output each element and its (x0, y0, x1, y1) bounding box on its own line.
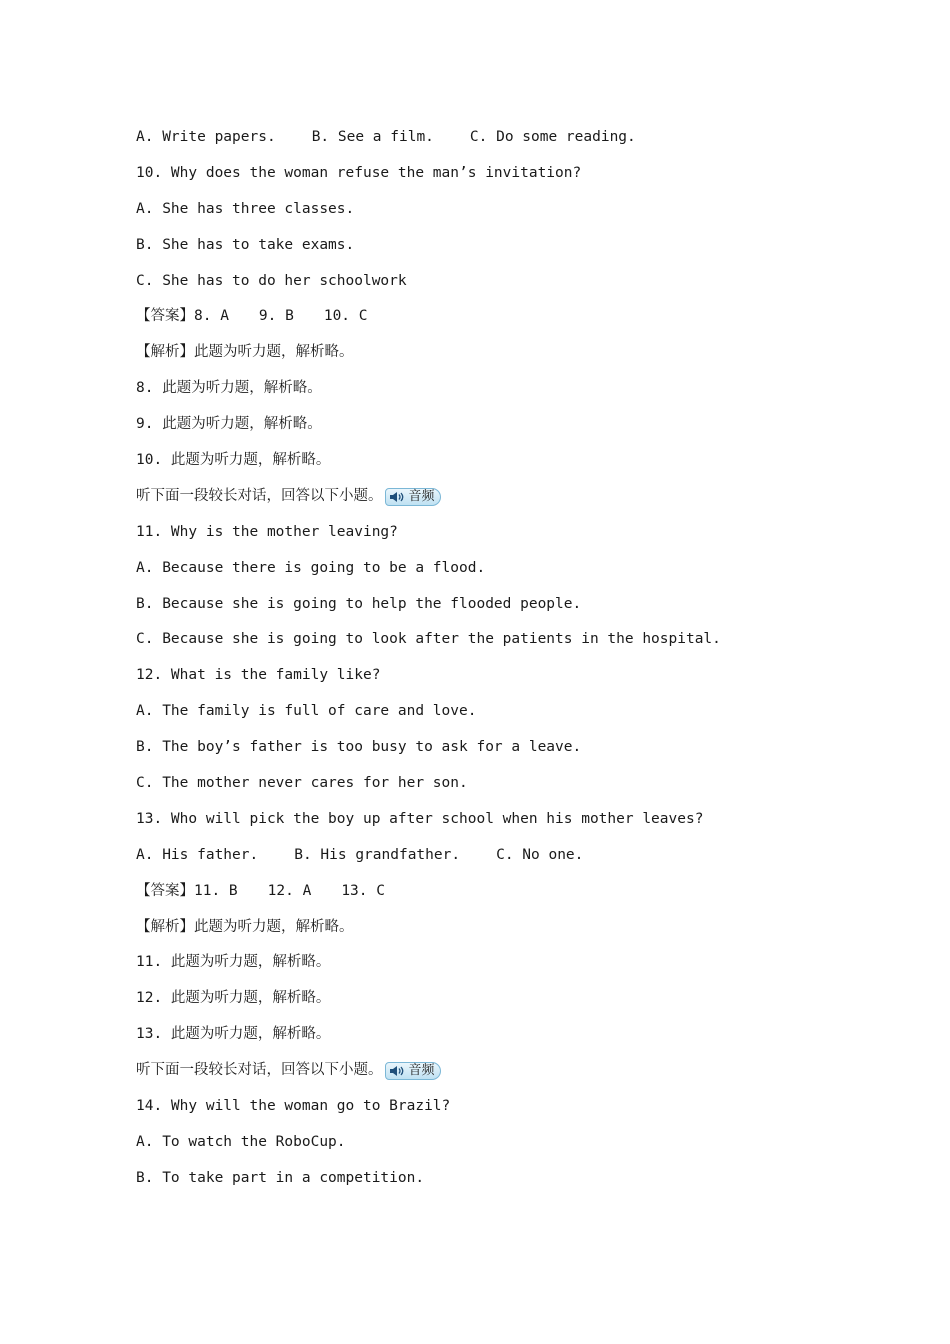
answer-row (136, 305, 836, 341)
option-text: A. Write papers. (136, 129, 276, 145)
text-line: 10. Why does the woman refuse the man’s invitation? (136, 164, 582, 181)
text-line: 8. 此题为听力题，解析略。 (136, 380, 322, 397)
option-row (136, 844, 836, 880)
answer-text: 9. B (258, 308, 294, 325)
option-text: C. Do some reading. (469, 129, 636, 145)
text-line: B. She has to take exams. (136, 236, 355, 253)
text-line: C. She has to do her schoolwork (136, 272, 407, 289)
answer-label: 【答案】 (136, 308, 194, 325)
answer-text: 10. C (323, 308, 368, 325)
option-text: B. See a film. (311, 129, 434, 145)
speaker-icon (389, 491, 407, 503)
text-line: 10. 此题为听力题，解析略。 (136, 452, 331, 469)
option-text: A. His father. (136, 846, 259, 863)
text-line: A. The family is full of care and love. (136, 703, 477, 720)
text-line: 12. 此题为听力题，解析略。 (136, 990, 331, 1007)
text-line: A. She has three classes. (136, 200, 355, 217)
text-line: 11. 此题为听力题，解析略。 (136, 954, 331, 971)
option-text: B. His grandfather. (294, 846, 461, 863)
option-row (136, 126, 836, 162)
audio-button[interactable] (385, 488, 441, 506)
text-line: 11. Why is the mother leaving? (136, 523, 398, 540)
audio-label: 音频 (408, 488, 435, 504)
instruction-text: 听下面一段较长对话，回答以下小题。 (136, 1062, 383, 1079)
text-line: B. Because she is going to help the flooded people. (136, 595, 582, 612)
answer-row (136, 880, 836, 916)
answer-text: 8. A (194, 308, 229, 325)
text-line: 14. Why will the woman go to Brazil? (136, 1098, 451, 1115)
audio-button[interactable] (385, 1062, 441, 1080)
text-line: B. The boy’s father is too busy to ask for a leave. (136, 739, 582, 756)
answer-text: 11. B (194, 882, 238, 899)
text-line: C. Because she is going to look after the patients in the hospital. (136, 631, 721, 648)
text-line: 13. 此题为听力题，解析略。 (136, 1026, 331, 1043)
answer-label: 【答案】 (136, 882, 194, 899)
text-line: 【解析】此题为听力题，解析略。 (136, 918, 354, 935)
answer-text: 12. A (267, 882, 312, 899)
audio-label: 音频 (408, 1063, 435, 1079)
text-line: A. Because there is going to be a flood. (136, 559, 486, 576)
audio-instruction (136, 485, 836, 521)
text-line: A. To watch the RoboCup. (136, 1133, 346, 1150)
answer-text: 13. C (341, 882, 385, 899)
text-line: B. To take part in a competition. (136, 1169, 425, 1186)
option-text: C. No one. (496, 846, 584, 863)
text-line: 13. Who will pick the boy up after school when his mother leaves? (136, 810, 704, 827)
speaker-icon (389, 1065, 407, 1077)
audio-instruction (136, 1059, 836, 1095)
text-line: C. The mother never cares for her son. (136, 775, 468, 792)
text-line: 【解析】此题为听力题，解析略。 (136, 344, 354, 361)
text-line: 9. 此题为听力题，解析略。 (136, 416, 322, 433)
instruction-text: 听下面一段较长对话，回答以下小题。 (136, 487, 383, 504)
document-page (136, 126, 836, 1203)
text-line: 12. What is the family like? (136, 667, 381, 684)
